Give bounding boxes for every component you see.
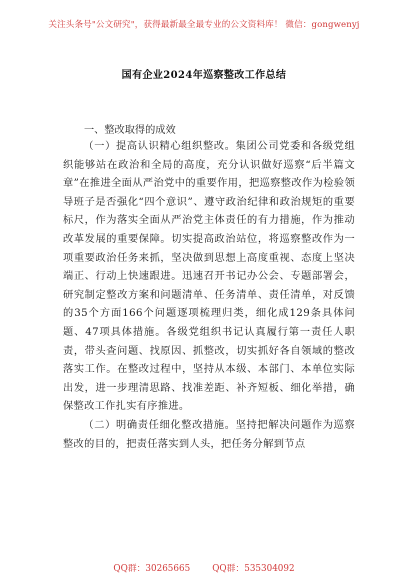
paragraph-1: （一）提高认识精心组织整改。集团公司党委和各级党组织能够站在政治和全局的高度，充分认识做好巡察“后半篇文章”在推进全面从严治党中的重要作用，把巡察整改作为检验领导班子是否强化“四个意识”、遵守政治纪律和政治规矩的重要标尺，作为落实全面从严治党主体责任的有力措施，作为推动改革发展的重要保障。切实提高政治站位，将巡察整改作为一项重要政治任务来抓，坚决做到思想上高度重视、态度上坚决端正、行动上快速跟进。迅速召开书记办公会、专题部署会，研究制定整改方案和问题清单、任务清单、责任清单，对反馈的35个方面166个问题逐项梳理归类，细化成129条具体问题、47项具体措施。各级党组织书记认真履行第一责任人职责，带头查问题、找原因、抓整改，切实抓好各自领域的整改落实工作。在整改过程中，坚持从本级、本部门、本单位实际出发，进一步理清思路、找准差距、补齐短板、细化举措，确保整改工作扎实有序推进。 bbox=[63, 141, 355, 413]
header-watermark: 关注头条号"公文研究"，获得最新最全最专业的公文资料库！ 微信：gongwenyj bbox=[48, 20, 360, 30]
document-body bbox=[63, 138, 355, 454]
paragraph-2: （二）明确责任细化整改措施。坚持把解决问题作为巡察整改的目的，把责任落实到人头，把任务分解到节点 bbox=[63, 419, 355, 450]
footer-contact bbox=[0, 561, 408, 574]
document-title: 国有企业2024年巡察整改工作总结 bbox=[121, 70, 287, 81]
footer-qq-group-2: QQ群：535304092 bbox=[212, 564, 295, 574]
footer-qq-group-1: QQ群：30265665 bbox=[113, 564, 191, 574]
section-heading: 一、整改取得的成效 bbox=[84, 125, 176, 136]
